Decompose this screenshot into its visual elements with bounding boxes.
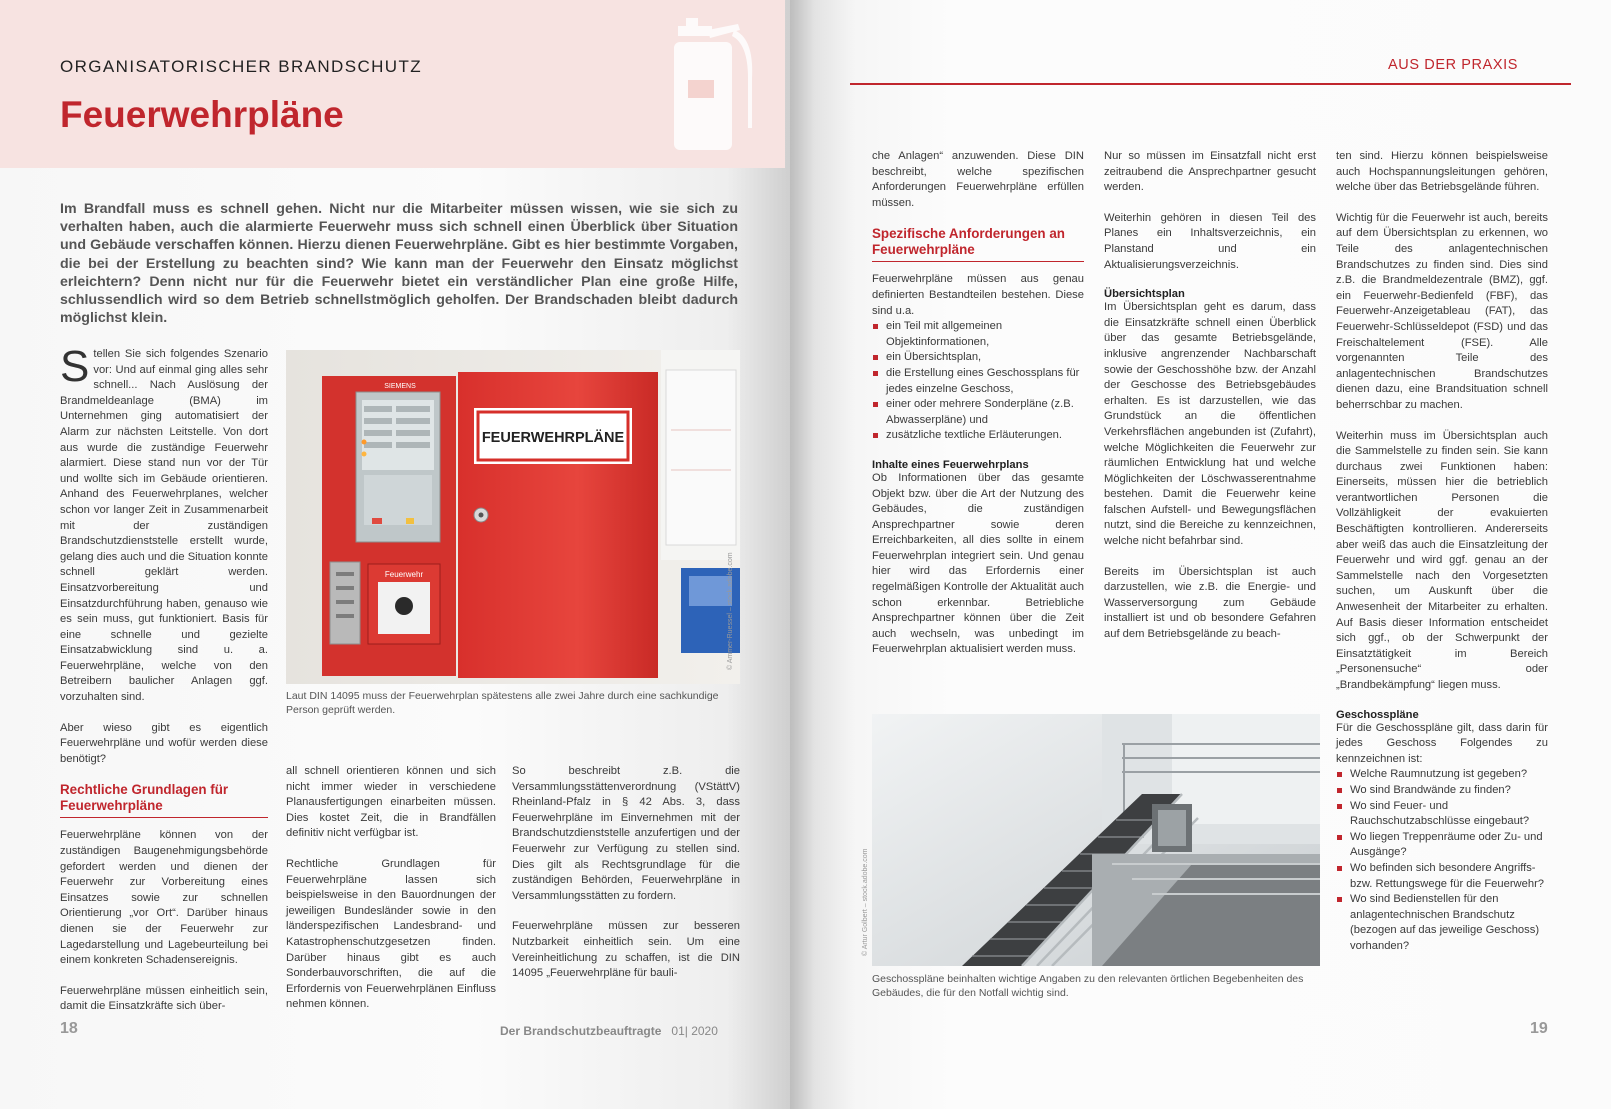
left-page bbox=[0, 0, 790, 1109]
body-paragraph: che Anlagen“ anzuwenden. Diese DIN beschreibt, welche spezifischen Anforderungen Feuerwehrpläne erfüllen müssen. bbox=[872, 150, 1084, 209]
photo-staircase bbox=[872, 714, 1320, 966]
list-item: Wo sind Feuer- und Rauchschutzabschlüsse eingebaut? bbox=[1336, 799, 1548, 830]
body-paragraph: Für die Geschosspläne gilt, dass darin für jedes Geschoss Folgendes zu kennzeichnen ist: bbox=[1336, 721, 1548, 765]
body-paragraph: Feuerwehrpläne müssen zur besseren Nutzbarkeit einheitlich sein. Um eine Vereinheitlichung zu schaffen, ist die DIN 14095 „Feuerwehrpläne für bauli- bbox=[512, 920, 740, 980]
body-paragraph: all schnell orientieren können und sich nicht immer wieder in verschiedene Planausfertigungen einarbeiten müssen. Dies kostet Zeit, die in Brandfällen definitiv nicht verfügbar ist. bbox=[286, 765, 496, 840]
spacer bbox=[1104, 550, 1316, 565]
spacer bbox=[60, 767, 268, 782]
header-rule bbox=[850, 83, 1571, 85]
left-column-3 bbox=[512, 764, 740, 982]
list-item: ein Teil mit allgemeinen Objektinformationen, bbox=[872, 319, 1084, 350]
panel-sign-text: FEUERWEHRPLÄNE bbox=[481, 430, 625, 446]
spacer bbox=[1104, 273, 1316, 288]
minor-heading: Geschosspläne bbox=[1336, 708, 1419, 721]
left-column-2 bbox=[286, 764, 496, 1013]
list-item: zusätzliche textliche Erläuterungen. bbox=[872, 428, 1084, 444]
body-paragraph: Im Übersichtsplan geht es darum, dass die Einsatzkräfte schnell einen Überblick über das gesamte Betriebsgelände, inklusive angrenzender Nachbarschaft sowie der Geschosshöhe bzw. der Anzahl der Geschosse des Betriebsgebäudes erhalten. Es ist darzustellen, wie das Grundstück an die öffentlichen Verkehrsflächen angebunden ist (Zufahrt), welche Möglichkeiten die Feuerwehr zur räumlichen Entwicklung hat und welche Möglichkeiten der Löschwasserentnahme bestehen. Damit die Feuerwehr keine falschen Aufstell- und Bewegungsflächen nutzt, sind die Bereiche zu kennzeichnen, welche nicht befahrbar sind. bbox=[1104, 301, 1316, 548]
question-paragraph: Aber wieso gibt es eigentlich Feuerwehrpläne und wofür werden diese benötigt? bbox=[60, 721, 268, 765]
section-header-right: AUS DER PRAXIS bbox=[1388, 57, 1519, 73]
right-column-1 bbox=[872, 149, 1084, 658]
footer-magazine bbox=[500, 1024, 718, 1038]
right-column-2 bbox=[1104, 149, 1316, 643]
drop-cap: S bbox=[60, 342, 90, 391]
list-item: die Erstellung eines Geschossplans für jedes einzelne Geschoss, bbox=[872, 366, 1084, 397]
intro-paragraph bbox=[60, 342, 268, 706]
body-paragraph: Ob Informationen über das gesamte Objekt bzw. über die Art der Nutzung des Gebäudes, die zuständigen Ansprechpartner sowie deren Erreichbarkeiten, all dies sollte in einem Feuerwehrplan integriert sein. Und genau hier wird das Erfordernis einer regelmäßigen Kontrolle der Aktualität auch schon erkennbar. Betriebliche Ansprechpartner können über die Zeit auch wechseln, was unbedingt im Feuerwehrplan aktualisiert werden muss. bbox=[872, 471, 1084, 656]
right-column-3 bbox=[1336, 149, 1548, 955]
photo-credit: © Artur Golbert – stock.adobe.com bbox=[862, 848, 869, 956]
page-number-right: 19 bbox=[1530, 1020, 1548, 1037]
magazine-title: Der Brandschutzbeauftragte bbox=[500, 1024, 662, 1038]
body-paragraph: ten sind. Hierzu können beispielsweise auch Hochspannungsleitungen gehören, welche über das Betriebsgelände führen. bbox=[1336, 150, 1548, 194]
list-item: Wo sind Bedienstellen für den anlagentechnischen Brandschutz (bezogen auf das jeweilige Geschoss) vorhanden? bbox=[1336, 892, 1548, 954]
fire-extinguisher-icon bbox=[668, 18, 758, 150]
body-paragraph: Bereits im Übersichtsplan ist auch darzustellen, wie z.B. die Energie- und Wasserversorgung zum Gebäude installiert ist und ob besondere Gefahren auf dem Betriebsgelände zu beach- bbox=[1104, 565, 1316, 641]
lead-paragraph: Im Brandfall muss es schnell gehen. Nicht nur die Mitarbeiter müssen wissen, wie sie sich zu verhalten haben, auch die alarmierte Feuerwehr muss sich schnell einen Überblick über Situation und Gebäude verschaffen können. Hierzu dienen Feuerwehrpläne. Gibt es hier bestimmte Vorgaben, die bei der Erstellung zu beachten sind? Wie kann man der Feuerwehr den Einsatz möglichst erleichtern? Denn nicht nur für die Feuerwehr bietet ein verständlicher Plan eine große Hilfe, schlussendlich wird so dem Betrieb schnellstmöglich geholfen. Der Brandschaden bleibt dadurch möglichst klein. bbox=[60, 201, 738, 327]
list-item: einer oder mehrere Sonderpläne (z.B. Abwasserpläne) und bbox=[872, 397, 1084, 428]
spacer bbox=[1336, 196, 1548, 211]
spacer bbox=[60, 706, 268, 721]
spacer bbox=[1336, 414, 1548, 429]
spacer bbox=[512, 904, 740, 919]
body-paragraph: So beschreibt z.B. die Versammlungsstättenverordnung (VStättV) Rheinland-Pfalz in § 42 Abs. 3, dass Feuerwehrpläne im Einvernehmen mit der Brandschutzdienststelle anzufertigen und der Feuerwehr zur Verfügung zu stellen sind. Dies gilt als Rechtsgrundlage für die zuständigen Behörden, Feuerwehrpläne in Versammlungsstätten zu fordern. bbox=[512, 765, 740, 902]
list-item: Wo befinden sich besondere Angriffs- bzw. Rettungswege für die Feuerwehr? bbox=[1336, 861, 1548, 892]
staircase-illustration bbox=[872, 714, 1320, 966]
photo-caption: Laut DIN 14095 muss der Feuerwehrplan spätestens alle zwei Jahre durch eine sachkundige Person geprüft werden. bbox=[286, 690, 719, 716]
spacer bbox=[872, 444, 1084, 459]
spacer bbox=[1336, 694, 1548, 709]
headline: Feuerwehrpläne bbox=[60, 94, 344, 135]
fire-panel-illustration bbox=[286, 350, 740, 684]
photo-fire-panel bbox=[286, 350, 740, 684]
body-paragraph: Weiterhin gehören in diesen Teil des Planes ein Inhaltsverzeichnis, ein Planstand und ein Aktualisierungsverzeichnis. bbox=[1104, 211, 1316, 271]
section-title: ORGANISATORISCHER BRANDSCHUTZ bbox=[60, 57, 423, 76]
subhead-spezifische-anforderungen: Spezifische Anforderungen an Feuerwehrpläne bbox=[872, 226, 1084, 262]
list-item: Wo liegen Treppenräume oder Zu- und Ausgänge? bbox=[1336, 830, 1548, 861]
list-item: ein Übersichtsplan, bbox=[872, 350, 1084, 366]
spacer bbox=[872, 211, 1084, 226]
photo-credit: © Ammer-Ruessel – stock.adobe.com bbox=[727, 552, 734, 670]
panel-button-label: Feuerwehr bbox=[384, 570, 424, 579]
panel-brand-label: SIEMENS bbox=[384, 383, 416, 390]
floor-plan-questions-list bbox=[1336, 767, 1548, 954]
body-paragraph: Feuerwehrpläne müssen einheitlich sein, damit die Einsatzkräfte sich über- bbox=[60, 984, 268, 1013]
subhead-rechtliche-grundlagen: Rechtliche Grundlagen für Feuerwehrpläne bbox=[60, 782, 268, 818]
minor-heading: Inhalte eines Feuerwehrplans bbox=[872, 458, 1029, 471]
body-paragraph: Feuerwehrpläne müssen aus genau definierten Bestandteilen bestehen. Diese sind u.a. bbox=[872, 273, 1084, 317]
issue-number: 01| 2020 bbox=[671, 1024, 718, 1038]
photo-caption: Geschosspläne beinhalten wichtige Angaben zu den relevanten örtlichen Begebenheiten des Gebäudes, die für den Notfall wichtig sind. bbox=[872, 973, 1304, 999]
left-column-1 bbox=[60, 342, 268, 1015]
list-item: Wo sind Brandwände zu finden? bbox=[1336, 783, 1548, 799]
spacer bbox=[1104, 196, 1316, 211]
list-item: Welche Raumnutzung ist gegeben? bbox=[1336, 767, 1548, 783]
spacer bbox=[286, 842, 496, 857]
spacer bbox=[60, 969, 268, 984]
requirements-list bbox=[872, 319, 1084, 444]
minor-heading: Übersichtsplan bbox=[1104, 288, 1185, 301]
intro-text: tellen Sie sich folgendes Szenario vor: Und auf einmal ging alles sehr schnell... Nach Auslösung der Brandmeldeanlage (BMA) im Unternehmen ging automatisiert der Alarm zur nächsten Leitstelle. Von dort aus wurde die zuständige Feuerwehr alarmiert. Diese stand nun vor der Tür und wollte sich im Gebäude orientieren. Anhand des Feuerwehrplanes, welcher schon vor langer Zeit in Zusammenarbeit mit der zuständigen Brandschutzdienststelle erstellt wurde, gelang dies auch und die Situation konnte schnell geklärt werden. Einsatzvorbereitung und Einsatzdurchführung haben, genauso wie es sein muss, gut funktioniert. Basis für eine schnelle und gezielte Einsatzabwicklung sind u. a. Feuerwehrpläne, welche von den Betreibern baulicher Anlagen ggf. vorzuhalten sind. bbox=[60, 348, 268, 704]
body-paragraph: Weiterhin muss im Übersichtsplan auch die Sammelstelle zu finden sein. Sie kann durchaus zwei Funktionen haben: Einerseits, müssen hier die betrieblich verantwortlichen Personen die Vollzähligkeit der evakuierten Beschäftigten kontrollieren. Andererseits aber weiß das auch die Einsatzleitung der Feuerwehr und wird ggf. genau an der Sammelstelle nach den Vorgesetzten suchen, um Auskunft über die Anwesenheit der Mitarbeiter zu erhalten. Auf Basis dieser Information entscheidet sich ggf., ob der Schwerpunkt der Einsatztätigkeit im Bereich „Personensuche“ oder „Brandbekämpfung“ liegen muss. bbox=[1336, 429, 1548, 691]
body-paragraph: Wichtig für die Feuerwehr ist auch, bereits auf dem Übersichtsplan zu erkennen, wo Teile des anlagentechnischen Brandschutzes zu finden sind. Dies sind z.B. die Brandmeldezentrale (BMZ), ggf. ein Feuerwehr-Bedienfeld (FBF), das Feuerwehr-Anzeigetableau (FAT), das Feuerwehr-Schlüsseldepot (FSD) und das Freischaltelement (FSE). Alle vorgenannten Teile des anlagentechnischen Brandschutzes dienen dazu, eine Brandsituation schnell beherrschbar zu machen. bbox=[1336, 211, 1548, 411]
body-paragraph: Rechtliche Grundlagen für Feuerwehrpläne lassen sich beispielsweise in den Bauordnungen der jeweiligen Bundesländer sowie in den länderspezifischen Landesbrand- und Katastrophenschutzgesetzen finden. Darüber hinaus gibt es auch Sonderbauvorschriften, die auf die Erfordernis von Feuerwehrplänen Einfluss nehmen können. bbox=[286, 857, 496, 1011]
body-paragraph: Feuerwehrpläne können von der zuständigen Baugenehmigungsbehörde gefordert werden und dienen der Feuerwehr zur Vorbereitung eines Einsatzes sowie zur schnellen Orientierung „vor Ort“. Darüber hinaus dienen sie der Feuerwehr zur Lagedarstellung und Lagebeurteilung bei einem konkreten Schadensereignis. bbox=[60, 829, 268, 967]
body-paragraph: Nur so müssen im Einsatzfall nicht erst zeitraubend die Ansprechpartner gesucht werden. bbox=[1104, 150, 1316, 194]
page-number-left: 18 bbox=[60, 1020, 78, 1037]
